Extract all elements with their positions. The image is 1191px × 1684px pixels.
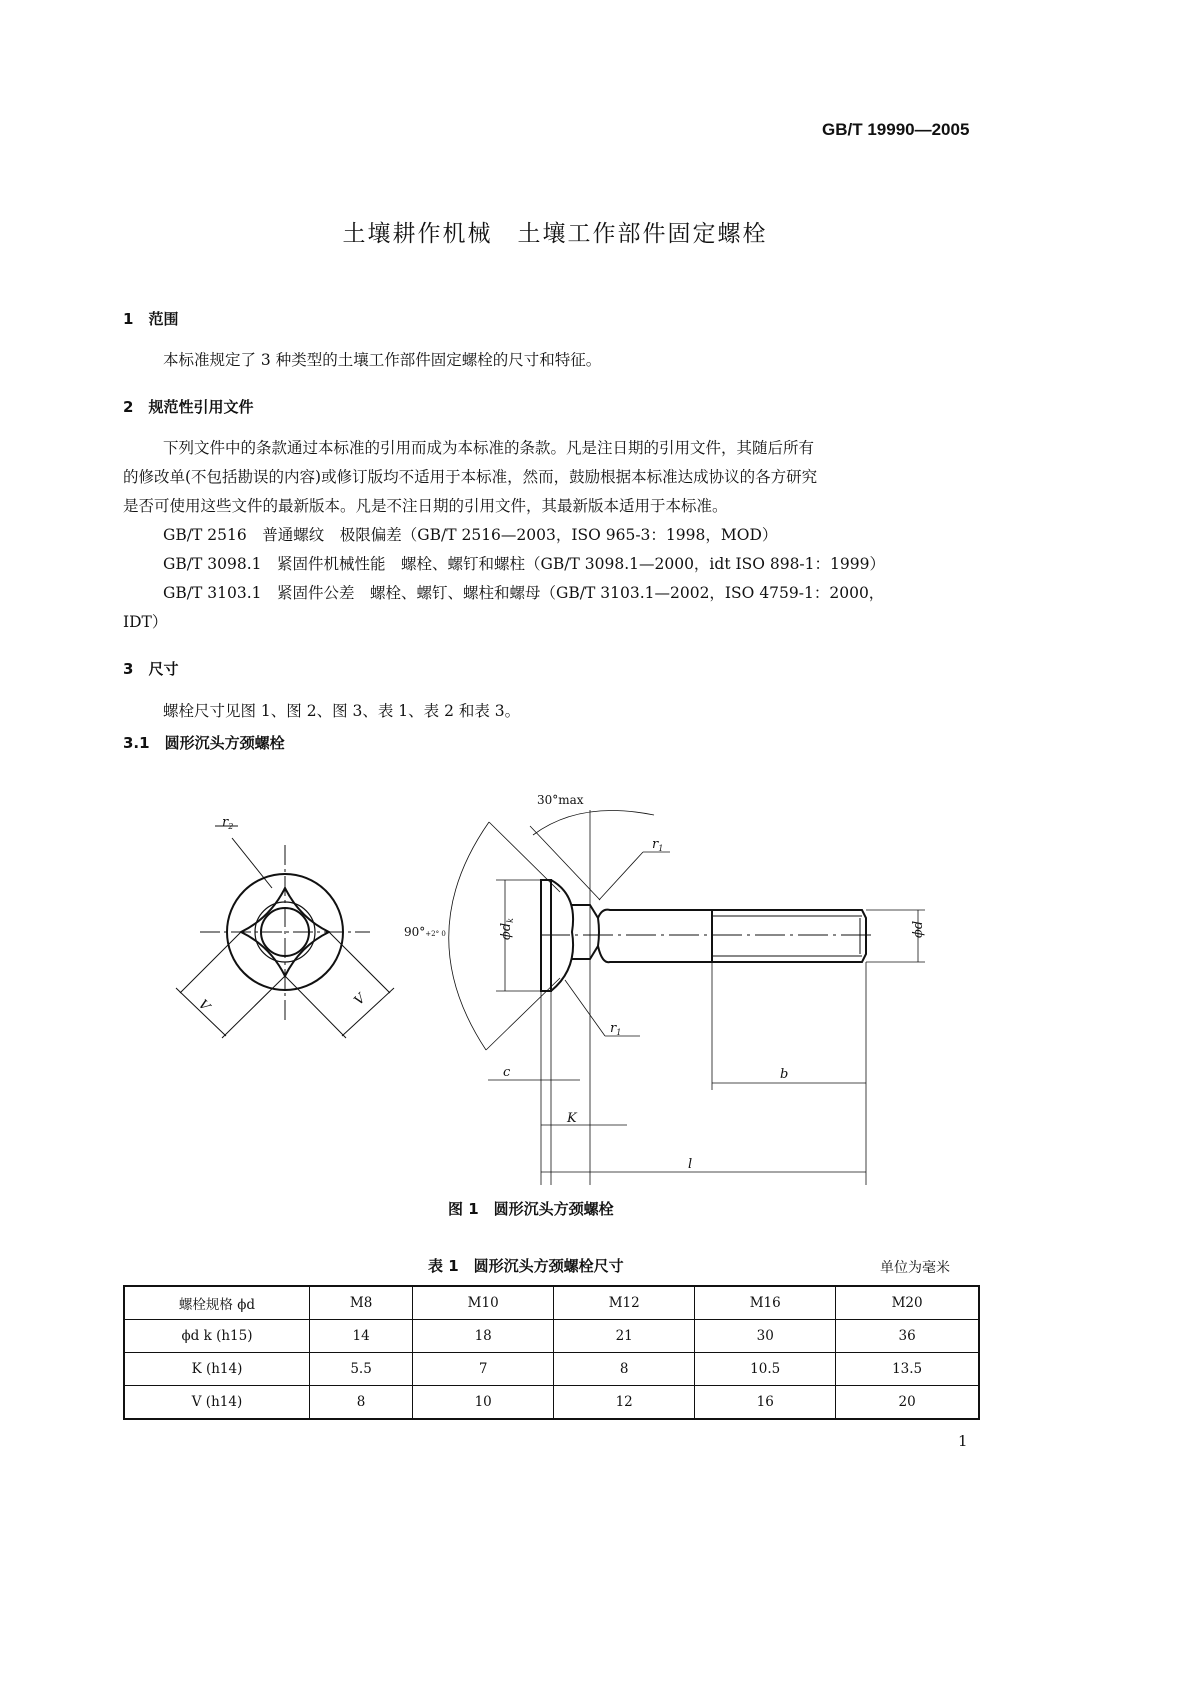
cell: M8 xyxy=(310,1286,413,1320)
cell: 10.5 xyxy=(695,1353,836,1386)
cell: 36 xyxy=(836,1320,979,1353)
label-d: ϕd xyxy=(911,920,926,938)
label-c: c xyxy=(503,1065,511,1080)
label-90-deg: 90°+2° 0 xyxy=(404,925,446,939)
subsection-title: 圆形沉头方颈螺栓 xyxy=(164,734,285,752)
cell: M16 xyxy=(695,1286,836,1320)
label-l: l xyxy=(688,1157,693,1172)
label-r1-bottom: $r_1$ xyxy=(610,1021,622,1037)
label-v-left: V xyxy=(195,997,213,1015)
subsection-number: 3.1 xyxy=(123,734,150,752)
document-title: 土壤耕作机械 土壤工作部件固定螺栓 xyxy=(342,221,768,247)
cell: K (h14) xyxy=(124,1353,310,1386)
table-row xyxy=(124,1320,979,1353)
reference: IDT） xyxy=(123,613,168,631)
label-dk: $\phi d_k$ xyxy=(499,917,515,940)
cell: 14 xyxy=(310,1320,413,1353)
side-view xyxy=(449,810,925,1185)
label-k: K xyxy=(567,1111,577,1126)
paragraph-line: 的修改单(不包括勘误的内容)或修订版均不适用于本标准，然而，鼓励根据本标准达成协议的各方研究 xyxy=(123,468,818,486)
label-r1-top: $r_1$ xyxy=(652,837,664,853)
cell: 8 xyxy=(310,1386,413,1420)
paragraph: 螺栓尺寸见图 1、图 2、图 3、表 1、表 2 和表 3。 xyxy=(163,702,521,720)
cell: 13.5 xyxy=(836,1353,979,1386)
cell: 20 xyxy=(836,1386,979,1420)
page-number: 1 xyxy=(958,1432,968,1450)
label-v-right: V xyxy=(351,991,369,1009)
cell: 16 xyxy=(695,1386,836,1420)
section-title: 范围 xyxy=(148,310,179,328)
cell: M10 xyxy=(413,1286,554,1320)
bolt-drawing xyxy=(0,760,1100,1200)
cell: M12 xyxy=(554,1286,695,1320)
table-caption: 表 1 圆形沉头方颈螺栓尺寸 xyxy=(428,1257,624,1275)
table-unit: 单位为毫米 xyxy=(880,1260,950,1276)
subsection-heading xyxy=(123,732,285,753)
cell: 8 xyxy=(554,1353,695,1386)
paragraph-line: 下列文件中的条款通过本标准的引用而成为本标准的条款。凡是注日期的引用文件，其随后所有 xyxy=(163,439,815,457)
cell: 12 xyxy=(554,1386,695,1420)
cell: 10 xyxy=(413,1386,554,1420)
cell: M20 xyxy=(836,1286,979,1320)
cell: 螺栓规格 ϕd xyxy=(124,1286,310,1320)
reference: GB/T 3103.1 紧固件公差 螺栓、螺钉、螺柱和螺母（GB/T 3103.1—2002，ISO 4759-1：2000， xyxy=(163,584,885,602)
table-row xyxy=(124,1386,979,1420)
cell: 21 xyxy=(554,1320,695,1353)
section-title: 规范性引用文件 xyxy=(148,398,254,416)
cell: 18 xyxy=(413,1320,554,1353)
cell: ϕd k (h15) xyxy=(124,1320,310,1353)
section-3-heading xyxy=(123,658,178,679)
dimension-table xyxy=(123,1285,980,1420)
section-number: 1 xyxy=(123,310,134,328)
reference: GB/T 3098.1 紧固件机械性能 螺栓、螺钉和螺柱（GB/T 3098.1—2000，idt ISO 898-1：1999） xyxy=(163,555,885,573)
cell: 30 xyxy=(695,1320,836,1353)
table-row xyxy=(124,1286,979,1320)
paragraph-line: 是否可使用这些文件的最新版本。凡是不注日期的引用文件，其最新版本适用于本标准。 xyxy=(123,497,728,515)
reference: GB/T 2516 普通螺纹 极限偏差（GB/T 2516—2003，ISO 965-3：1998，MOD） xyxy=(163,526,778,544)
paragraph: 本标准规定了 3 种类型的土壤工作部件固定螺栓的尺寸和特征。 xyxy=(163,351,602,369)
section-number: 2 xyxy=(123,398,134,416)
cell: 7 xyxy=(413,1353,554,1386)
label-30-max: 30°max xyxy=(537,793,584,807)
label-r2: $r_2$ xyxy=(222,815,234,831)
section-1-heading xyxy=(123,308,178,329)
section-number: 3 xyxy=(123,660,134,678)
section-title: 尺寸 xyxy=(148,660,179,678)
cell: 5.5 xyxy=(310,1353,413,1386)
section-2-heading xyxy=(123,396,253,417)
figure-caption: 图 1 圆形沉头方颈螺栓 xyxy=(448,1200,614,1218)
cell: V (h14) xyxy=(124,1386,310,1420)
standard-number: GB/T 19990—2005 xyxy=(822,120,970,139)
label-b: b xyxy=(780,1067,789,1082)
table-row xyxy=(124,1353,979,1386)
